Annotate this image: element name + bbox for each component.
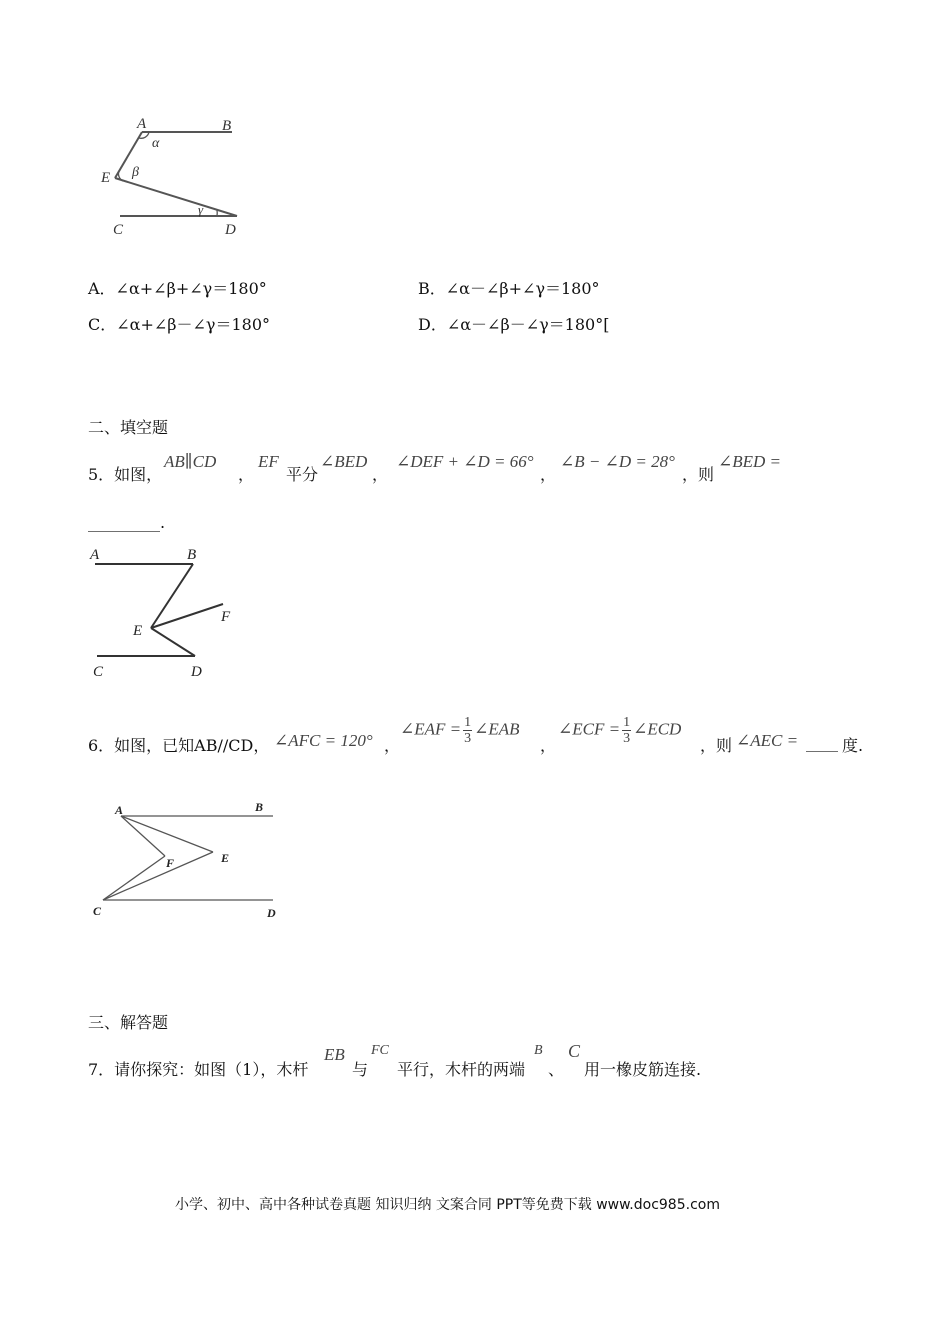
- label-c: C: [113, 222, 124, 238]
- line-af: [121, 816, 165, 856]
- q7-math-c: C: [568, 1041, 581, 1061]
- q7-parallel-text: 平行，木杆的两端: [397, 1060, 526, 1079]
- q4-option-a: A．∠α+∠β+∠γ＝180°: [88, 279, 267, 298]
- q5-sep3: ，: [540, 465, 557, 484]
- q6-answer-blank: ____: [806, 733, 838, 752]
- label-b: B: [255, 800, 264, 814]
- q6-then: ，则: [700, 736, 733, 755]
- q6-math-afc: ∠AFC = 120°: [274, 731, 373, 750]
- q7-math-eb: EB: [324, 1045, 345, 1064]
- label-e: E: [221, 851, 230, 865]
- label-d: D: [225, 222, 236, 238]
- q7-and: 与: [352, 1060, 369, 1079]
- figure-q4: [95, 110, 255, 240]
- footer-text: 小学、初中、高中各种试卷真题 知识归纳 文案合同 PPT等免费下载 www.doc985.com: [175, 1197, 720, 1213]
- figure-q6: [85, 798, 285, 923]
- q6-math-eaf: [400, 715, 520, 746]
- label-a: A: [115, 803, 124, 817]
- q7-dun: 、: [548, 1060, 565, 1079]
- q6-math-eab: ∠EAB: [474, 719, 520, 739]
- q4-option-b: B．∠α－∠β+∠γ＝180°: [418, 279, 600, 298]
- question-5: [88, 452, 888, 482]
- q5-math-parallel: AB∥CD: [164, 452, 217, 471]
- label-a: A: [90, 547, 100, 563]
- label-a: A: [137, 116, 147, 132]
- q5-math-b-minus-d: ∠B − ∠D = 28°: [560, 452, 675, 471]
- q6-math-ecf-lhs: ∠ECF =: [558, 719, 621, 739]
- q7-math-b: B: [534, 1043, 543, 1058]
- q6-fraction-2-num: 1: [623, 715, 631, 730]
- q5-sep2: ，: [372, 465, 389, 484]
- line-ef: [151, 604, 223, 628]
- q6-fraction-2-den: 3: [623, 731, 631, 746]
- q6-sep2: ，: [540, 736, 557, 755]
- label-beta: β: [132, 165, 139, 180]
- label-d: D: [191, 664, 202, 680]
- q7-math-fc: FC: [371, 1043, 389, 1058]
- line-ec: [103, 852, 213, 900]
- label-c: C: [93, 904, 102, 918]
- q5-math-bed-eq: ∠BED =: [718, 452, 782, 471]
- q6-math-ecf: [558, 715, 681, 746]
- q5-bisect-text: 平分: [286, 465, 319, 484]
- label-b: B: [187, 547, 197, 563]
- q6-math-ecd: ∠ECD: [633, 719, 682, 739]
- q5-math-bed: ∠BED: [320, 452, 368, 471]
- q5-math-def-sum: ∠DEF + ∠D = 66°: [396, 452, 534, 471]
- question-6: [88, 707, 888, 757]
- q5-then: ，则: [682, 465, 715, 484]
- q6-fraction-1-num: 1: [464, 715, 472, 730]
- line-ed: [151, 628, 195, 656]
- q5-sep1: ，: [238, 465, 255, 484]
- q6-math-aec: ∠AEC =: [736, 731, 799, 750]
- q5-answer-blank: _________.: [88, 513, 166, 532]
- question-7: [88, 1043, 888, 1079]
- q6-suffix: 度.: [842, 736, 864, 755]
- label-c: C: [93, 664, 104, 680]
- line-fc: [103, 856, 165, 900]
- label-d: D: [267, 906, 276, 920]
- q6-prefix: 6．如图，已知AB//CD，: [88, 736, 270, 755]
- q5-prefix: 5．如图，: [88, 465, 163, 484]
- q4-option-d: D．∠α－∠β－∠γ＝180°[: [418, 315, 610, 334]
- q6-math-eaf-lhs: ∠EAF =: [400, 719, 462, 739]
- q7-prefix: 7．请你探究：如图（1），木杆: [88, 1060, 309, 1079]
- label-e: E: [133, 623, 143, 639]
- q7-suffix: 用一橡皮筋连接.: [584, 1060, 702, 1079]
- figure-q5: [85, 542, 245, 682]
- label-f: F: [166, 856, 175, 870]
- q6-fraction-1: [463, 715, 472, 746]
- label-gamma: γ: [198, 202, 204, 217]
- q6-fraction-1-den: 3: [464, 731, 472, 746]
- line-ed: [115, 178, 237, 216]
- label-e: E: [101, 170, 111, 186]
- q6-sep1: ，: [384, 736, 401, 755]
- q6-fraction-2: [622, 715, 631, 746]
- line-be: [151, 564, 193, 628]
- section-title-answer: 三、解答题: [88, 1013, 169, 1032]
- q5-math-ef: EF: [258, 452, 279, 471]
- section-title-fill-blank: 二、填空题: [88, 418, 169, 437]
- label-b: B: [222, 118, 232, 134]
- q4-option-c: C．∠α+∠β－∠γ＝180°: [88, 315, 271, 334]
- line-ae: [121, 816, 213, 852]
- label-f: F: [221, 609, 231, 625]
- label-alpha: α: [152, 136, 160, 151]
